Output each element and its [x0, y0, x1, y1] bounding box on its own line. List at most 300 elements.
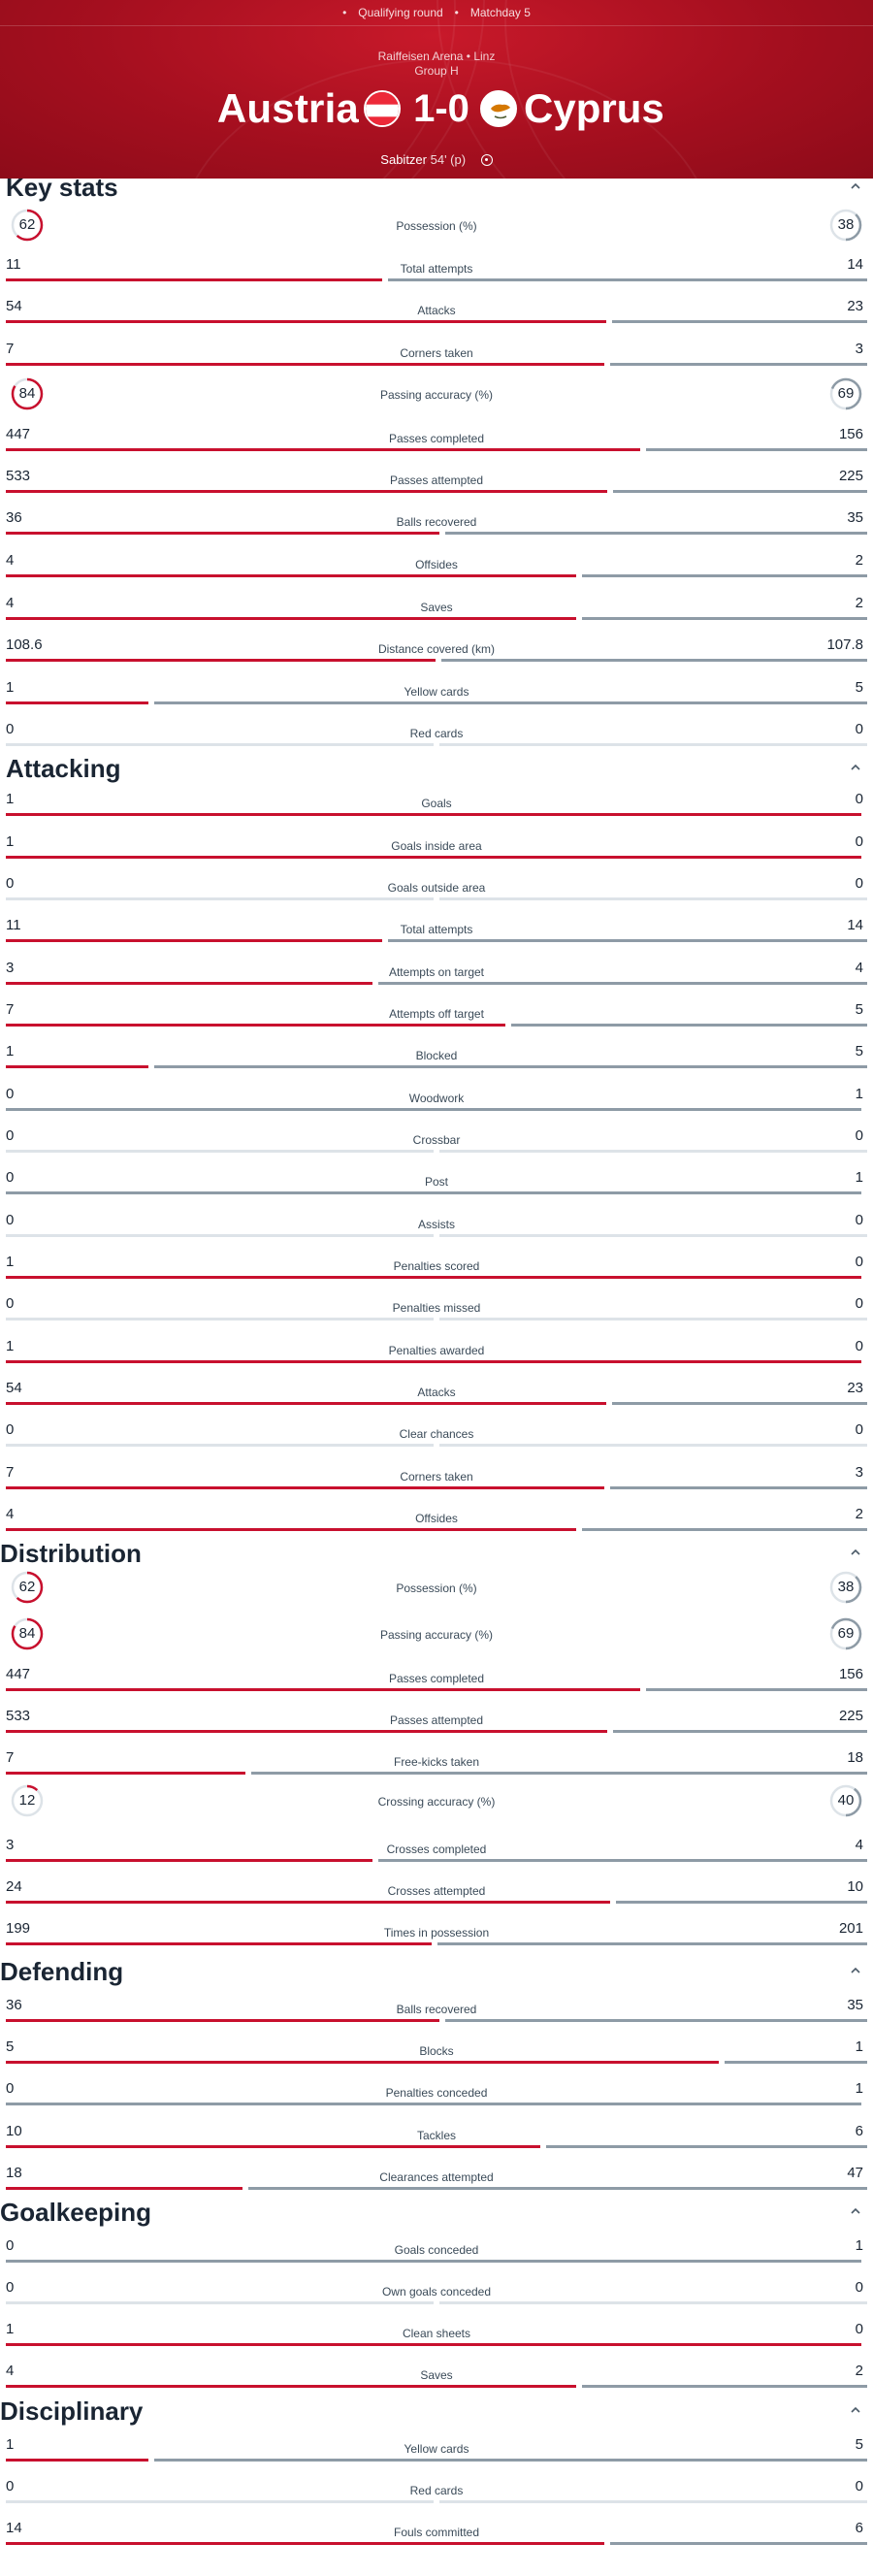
stat-label: Saves	[420, 601, 453, 614]
away-stat-bar	[439, 1318, 867, 1321]
home-team-name[interactable]: Austria	[216, 85, 359, 131]
section-header-defending[interactable]	[0, 1955, 873, 1988]
away-team-name[interactable]: Cyprus	[524, 85, 664, 131]
home-stat-value: 1	[6, 791, 15, 807]
away-stat-bar	[613, 1730, 867, 1733]
home-stat-value: 4	[6, 1506, 15, 1522]
score: 1-0	[413, 87, 469, 130]
away-stat-bar	[445, 532, 867, 535]
stat-label: Red cards	[409, 727, 464, 740]
stat-row	[0, 788, 873, 830]
stat-row	[0, 2036, 873, 2077]
stat-row	[0, 1613, 873, 1659]
stat-row	[0, 1083, 873, 1125]
away-stat-ring	[828, 208, 863, 243]
away-stat-value: 23	[847, 298, 863, 314]
away-stat-bar	[6, 1191, 861, 1194]
away-stat-bar	[610, 363, 867, 366]
home-stat-bar	[6, 2019, 439, 2022]
home-stat-value: 108.6	[6, 636, 43, 653]
away-stat-value: 156	[838, 1666, 863, 1682]
away-stat-bar	[582, 1528, 867, 1531]
stat-row	[0, 634, 873, 675]
stat-row	[0, 957, 873, 998]
away-stat-bar	[511, 1024, 868, 1027]
stat-label: Blocked	[415, 1049, 458, 1062]
home-stat-bar	[6, 1318, 434, 1321]
stat-label: Penalties missed	[392, 1301, 481, 1315]
away-stat-value: 14	[847, 256, 863, 273]
home-stat-bar	[6, 813, 861, 816]
away-stat-value: 0	[855, 875, 863, 892]
away-stat-bar	[610, 2542, 867, 2545]
away-stat-ring	[828, 376, 863, 411]
home-stat-bar	[6, 1901, 610, 1904]
stat-label: Penalties conceded	[385, 2086, 488, 2100]
football-icon	[481, 154, 493, 166]
away-stat-value: 5	[855, 2436, 863, 2453]
stat-row	[0, 295, 873, 337]
stat-label: Yellow cards	[404, 685, 469, 699]
away-stat-value: 201	[838, 1920, 863, 1937]
home-stat-value: 7	[6, 341, 15, 357]
stat-label: Balls recovered	[396, 515, 477, 529]
away-stat-value: 0	[855, 1421, 863, 1438]
away-stat-bar	[612, 320, 867, 323]
stat-label: Times in possession	[383, 1926, 490, 1940]
stat-label: Free-kicks taken	[393, 1755, 480, 1769]
home-stat-bar	[6, 1276, 861, 1279]
stat-label: Passing accuracy (%)	[379, 388, 494, 402]
stat-label: Corners taken	[400, 346, 473, 360]
home-stat-ring-value: 62	[18, 1579, 36, 1595]
section-title: Goalkeeping	[0, 2198, 152, 2227]
header-divider	[0, 25, 873, 26]
stat-row	[0, 549, 873, 591]
home-stat-value: 0	[6, 1421, 15, 1438]
scorer-minute: 54' (p)	[430, 152, 467, 167]
chevron-up-icon[interactable]	[850, 1547, 861, 1558]
home-stat-bar	[6, 939, 382, 942]
away-stat-value: 0	[855, 2279, 863, 2296]
home-stat-bar	[6, 1360, 861, 1363]
cyprus-flag-icon	[480, 90, 517, 127]
stat-row	[0, 204, 873, 250]
home-stat-value: 1	[6, 1043, 15, 1060]
chevron-up-icon[interactable]	[850, 1965, 861, 1976]
stat-row	[0, 1663, 873, 1705]
home-stat-value: 18	[6, 2165, 22, 2181]
away-stat-bar	[251, 1772, 867, 1775]
chevron-up-icon[interactable]	[850, 2205, 861, 2217]
away-stat-value: 1	[855, 1086, 863, 1102]
home-stat-value: 1	[6, 2321, 15, 2337]
home-stat-bar	[6, 2385, 576, 2388]
stat-row	[0, 1166, 873, 1208]
stat-label: Clearances attempted	[379, 2170, 494, 2184]
away-stat-bar	[248, 2187, 867, 2190]
home-stat-value: 0	[6, 721, 15, 737]
away-stat-bar	[378, 982, 867, 985]
stat-row	[0, 465, 873, 506]
stat-row	[0, 676, 873, 718]
away-stat-value: 0	[855, 1338, 863, 1354]
home-stat-value: 1	[6, 1338, 15, 1354]
home-stat-value: 0	[6, 1169, 15, 1186]
city: Linz	[473, 49, 496, 63]
away-stat-bar	[616, 1901, 867, 1904]
away-stat-value: 18	[847, 1749, 863, 1766]
away-stat-bar	[439, 743, 867, 746]
stat-row	[0, 2077, 873, 2119]
home-stat-value: 0	[6, 2237, 15, 2254]
home-stat-bar	[6, 982, 372, 985]
home-stat-bar	[6, 2301, 434, 2304]
home-stat-value: 0	[6, 2080, 15, 2097]
home-stat-bar	[6, 1688, 640, 1691]
away-stat-bar	[646, 448, 867, 451]
away-stat-value: 2	[855, 2363, 863, 2379]
section-header-goalkeeping[interactable]	[0, 2196, 873, 2229]
away-stat-ring-value: 40	[837, 1792, 855, 1809]
home-stat-bar	[6, 2459, 148, 2462]
away-stat-value: 0	[855, 721, 863, 737]
stat-label: Goals inside area	[391, 839, 482, 853]
stat-label: Clean sheets	[402, 2327, 471, 2340]
home-stat-bar	[6, 1444, 434, 1447]
section-header-distribution[interactable]	[0, 1537, 873, 1570]
away-stat-bar	[6, 2103, 861, 2105]
stat-label: Assists	[417, 1218, 455, 1231]
home-stat-value: 4	[6, 595, 15, 611]
home-stat-value: 533	[6, 468, 31, 484]
stat-label: Passes attempted	[389, 473, 484, 487]
away-stat-bar	[154, 2459, 867, 2462]
section-header-disciplinary[interactable]	[0, 2395, 873, 2428]
austria-flag-icon	[364, 90, 401, 127]
away-stat-bar	[613, 490, 867, 493]
away-stat-bar	[725, 2061, 867, 2064]
stat-label: Tackles	[416, 2129, 456, 2142]
stat-label: Saves	[420, 2368, 453, 2382]
home-stat-bar	[6, 897, 434, 900]
stat-label: Penalties scored	[393, 1259, 480, 1273]
home-stat-value: 0	[6, 1086, 15, 1102]
stat-label: Total attempts	[400, 923, 473, 936]
away-stat-value: 23	[847, 1380, 863, 1396]
home-stat-value: 3	[6, 960, 15, 976]
stat-label: Crossing accuracy (%)	[377, 1795, 496, 1809]
home-stat-bar	[6, 278, 382, 281]
stat-label: Blocks	[419, 2044, 454, 2058]
home-stat-bar	[6, 532, 439, 535]
stat-row	[0, 2318, 873, 2360]
stat-row	[0, 373, 873, 419]
home-stat-bar	[6, 1150, 434, 1153]
stat-row	[0, 1994, 873, 2036]
away-stat-value: 2	[855, 552, 863, 569]
stat-row	[0, 1251, 873, 1292]
away-stat-bar	[582, 2385, 867, 2388]
away-stat-value: 6	[855, 2520, 863, 2536]
away-stat-value: 225	[838, 1708, 863, 1724]
away-stat-value: 2	[855, 1506, 863, 1522]
away-stat-value: 1	[855, 2038, 863, 2055]
scorer-name[interactable]: Sabitzer	[380, 152, 427, 167]
stat-row	[0, 1418, 873, 1460]
away-stat-bar	[154, 701, 867, 704]
away-stat-value: 47	[847, 2165, 863, 2181]
stat-row	[0, 1834, 873, 1875]
home-stat-bar	[6, 1859, 372, 1862]
chevron-up-icon[interactable]	[850, 762, 861, 773]
stat-row	[0, 1125, 873, 1166]
away-stat-ring-value: 38	[837, 1579, 855, 1595]
stat-label: Attacks	[417, 304, 456, 317]
away-stat-value: 0	[855, 1295, 863, 1312]
home-stat-bar	[6, 1730, 607, 1733]
home-stat-value: 447	[6, 1666, 31, 1682]
away-stat-value: 35	[847, 1997, 863, 2013]
home-stat-bar	[6, 2187, 242, 2190]
home-stat-value: 1	[6, 833, 15, 850]
home-stat-value: 533	[6, 1708, 31, 1724]
stat-label: Possession (%)	[396, 219, 477, 233]
home-stat-bar	[6, 1528, 576, 1531]
home-stat-value: 36	[6, 1997, 22, 2013]
stat-label: Red cards	[409, 2484, 464, 2497]
stat-label: Balls recovered	[396, 2003, 477, 2016]
away-stat-bar	[388, 278, 867, 281]
chevron-up-icon[interactable]	[850, 180, 861, 192]
away-stat-bar	[439, 1150, 867, 1153]
home-stat-value: 199	[6, 1920, 31, 1937]
away-stat-value: 14	[847, 917, 863, 933]
away-stat-bar	[6, 1108, 861, 1111]
home-stat-value: 11	[6, 917, 21, 933]
home-stat-bar	[6, 2343, 861, 2346]
away-stat-value: 3	[855, 1464, 863, 1481]
home-stat-bar	[6, 1234, 434, 1237]
stat-row	[0, 506, 873, 548]
home-stat-bar	[6, 574, 576, 577]
stat-label: Clear chances	[399, 1427, 474, 1441]
matchday: Matchday 5	[469, 6, 531, 19]
away-stat-ring-value: 69	[837, 385, 855, 402]
stat-row	[0, 423, 873, 465]
stat-label: Woodwork	[408, 1092, 465, 1105]
away-stat-value: 1	[855, 2237, 863, 2254]
home-stat-bar	[6, 1942, 432, 1945]
away-stat-value: 0	[855, 1127, 863, 1144]
away-stat-ring	[828, 1783, 863, 1818]
section-header-attacking[interactable]	[0, 752, 873, 785]
away-stat-ring	[828, 1616, 863, 1651]
away-stat-bar	[439, 1444, 867, 1447]
match-round-info: • Qualifying round • Matchday 5	[342, 6, 531, 19]
away-stat-bar	[582, 574, 867, 577]
section-title: Disciplinary	[0, 2397, 144, 2426]
stat-label: Own goals conceded	[381, 2285, 492, 2299]
home-stat-value: 4	[6, 552, 15, 569]
home-stat-bar	[6, 743, 434, 746]
venue-info: Raiffeisen Arena • Linz Group H	[0, 49, 873, 79]
away-stat-value: 5	[855, 1001, 863, 1018]
home-stat-bar	[6, 2061, 719, 2064]
home-stat-value: 54	[6, 298, 22, 314]
home-stat-value: 14	[6, 2520, 22, 2536]
stat-row	[0, 1209, 873, 1251]
away-stat-bar	[582, 617, 867, 620]
stat-row	[0, 2433, 873, 2475]
section-header-key-stats[interactable]	[0, 171, 873, 204]
stat-row	[0, 1461, 873, 1503]
away-stat-value: 156	[838, 426, 863, 442]
stat-row	[0, 1377, 873, 1418]
home-stat-bar	[6, 448, 640, 451]
stat-label: Attempts on target	[388, 965, 485, 979]
away-stat-bar	[439, 2301, 867, 2304]
stat-label: Goals conceded	[394, 2243, 479, 2257]
stat-row	[0, 2475, 873, 2517]
away-stat-value: 0	[855, 1254, 863, 1270]
stat-label: Attempts off target	[389, 1007, 484, 1021]
away-stat-bar	[439, 2500, 867, 2503]
away-stat-value: 6	[855, 2123, 863, 2139]
section-title: Distribution	[0, 1539, 142, 1568]
stat-row	[0, 592, 873, 634]
home-stat-value: 0	[6, 1127, 15, 1144]
away-stat-bar	[439, 897, 867, 900]
away-stat-value: 0	[855, 1212, 863, 1228]
home-stat-value: 0	[6, 2279, 15, 2296]
stat-label: Total attempts	[400, 262, 473, 276]
stat-label: Distance covered (km)	[377, 642, 496, 656]
home-stat-value: 36	[6, 509, 22, 526]
home-stat-bar	[6, 1402, 606, 1405]
home-stat-bar	[6, 1772, 245, 1775]
home-stat-bar	[6, 2542, 604, 2545]
stat-row	[0, 872, 873, 914]
home-stat-value: 0	[6, 1295, 15, 1312]
stat-label: Crosses attempted	[387, 1884, 486, 1898]
away-stat-bar	[378, 1859, 867, 1862]
away-stat-bar	[441, 659, 867, 662]
away-stat-value: 225	[838, 468, 863, 484]
away-stat-bar	[154, 1065, 867, 1068]
away-stat-value: 0	[855, 833, 863, 850]
away-stat-bar	[546, 2145, 867, 2148]
stadium: Raiffeisen Arena	[377, 49, 464, 63]
chevron-up-icon[interactable]	[850, 2404, 861, 2416]
home-stat-bar	[6, 617, 576, 620]
home-stat-value: 54	[6, 1380, 22, 1396]
away-stat-ring-value: 38	[837, 216, 855, 233]
stat-label: Goals outside area	[387, 881, 486, 895]
away-stat-value: 4	[855, 1837, 863, 1853]
home-stat-bar	[6, 490, 607, 493]
away-stat-value: 107.8	[826, 636, 863, 653]
home-stat-bar	[6, 1486, 604, 1489]
home-stat-bar	[6, 2145, 540, 2148]
stat-label: Crosses completed	[386, 1842, 487, 1856]
stat-row	[0, 2276, 873, 2318]
away-stat-value: 1	[855, 2080, 863, 2097]
stat-label: Passes attempted	[389, 1713, 484, 1727]
section-title: Attacking	[6, 754, 121, 783]
stat-row	[0, 1875, 873, 1917]
stat-row	[0, 1292, 873, 1334]
away-stat-value: 5	[855, 679, 863, 696]
away-stat-value: 0	[855, 2321, 863, 2337]
stat-row	[0, 2234, 873, 2276]
home-stat-value: 24	[6, 1878, 22, 1895]
stat-row	[0, 914, 873, 956]
away-stat-value: 1	[855, 1169, 863, 1186]
stat-label: Fouls committed	[393, 2526, 480, 2539]
home-stat-value: 4	[6, 2363, 15, 2379]
stat-row	[0, 1040, 873, 1082]
home-stat-value: 1	[6, 2436, 15, 2453]
home-stat-bar	[6, 1065, 148, 1068]
home-stat-bar	[6, 856, 861, 859]
stat-label: Passes completed	[388, 432, 485, 445]
stat-label: Yellow cards	[404, 2442, 469, 2456]
stat-label: Possession (%)	[396, 1581, 477, 1595]
goal-scorer	[0, 152, 873, 167]
away-stat-bar	[445, 2019, 867, 2022]
away-stat-bar	[646, 1688, 867, 1691]
home-stat-bar	[6, 2500, 434, 2503]
stat-row	[0, 1917, 873, 1959]
away-stat-value: 0	[855, 791, 863, 807]
stat-label: Post	[424, 1175, 448, 1189]
stat-row	[0, 1335, 873, 1377]
away-stat-bar	[388, 939, 867, 942]
away-stat-bar	[437, 1942, 867, 1945]
stat-label: Penalties awarded	[388, 1344, 485, 1357]
stat-label: Offsides	[415, 558, 458, 571]
stat-label: Goals	[421, 797, 452, 810]
home-stat-value: 3	[6, 1837, 15, 1853]
scoreline	[0, 82, 873, 136]
home-stat-value: 10	[6, 2123, 22, 2139]
home-stat-value: 0	[6, 2478, 15, 2494]
away-stat-value: 5	[855, 1043, 863, 1060]
home-stat-value: 1	[6, 679, 15, 696]
home-stat-value: 1	[6, 1254, 15, 1270]
stat-row	[0, 2517, 873, 2559]
match-header	[0, 0, 873, 179]
home-stat-value: 0	[6, 1212, 15, 1228]
away-stat-value: 0	[855, 2478, 863, 2494]
home-stat-value: 7	[6, 1749, 15, 1766]
away-stat-value: 10	[847, 1878, 863, 1895]
home-stat-ring-value: 62	[18, 216, 36, 233]
home-stat-value: 5	[6, 2038, 15, 2055]
away-stat-ring-value: 69	[837, 1625, 855, 1642]
home-stat-bar	[6, 701, 148, 704]
away-stat-bar	[612, 1402, 867, 1405]
competition-round: Qualifying round	[358, 6, 443, 19]
away-stat-value: 4	[855, 960, 863, 976]
home-stat-ring-value: 12	[18, 1792, 36, 1809]
away-stat-value: 3	[855, 341, 863, 357]
home-stat-value: 7	[6, 1464, 15, 1481]
away-stat-bar	[439, 1234, 867, 1237]
home-stat-bar	[6, 659, 436, 662]
stat-row	[0, 1566, 873, 1613]
